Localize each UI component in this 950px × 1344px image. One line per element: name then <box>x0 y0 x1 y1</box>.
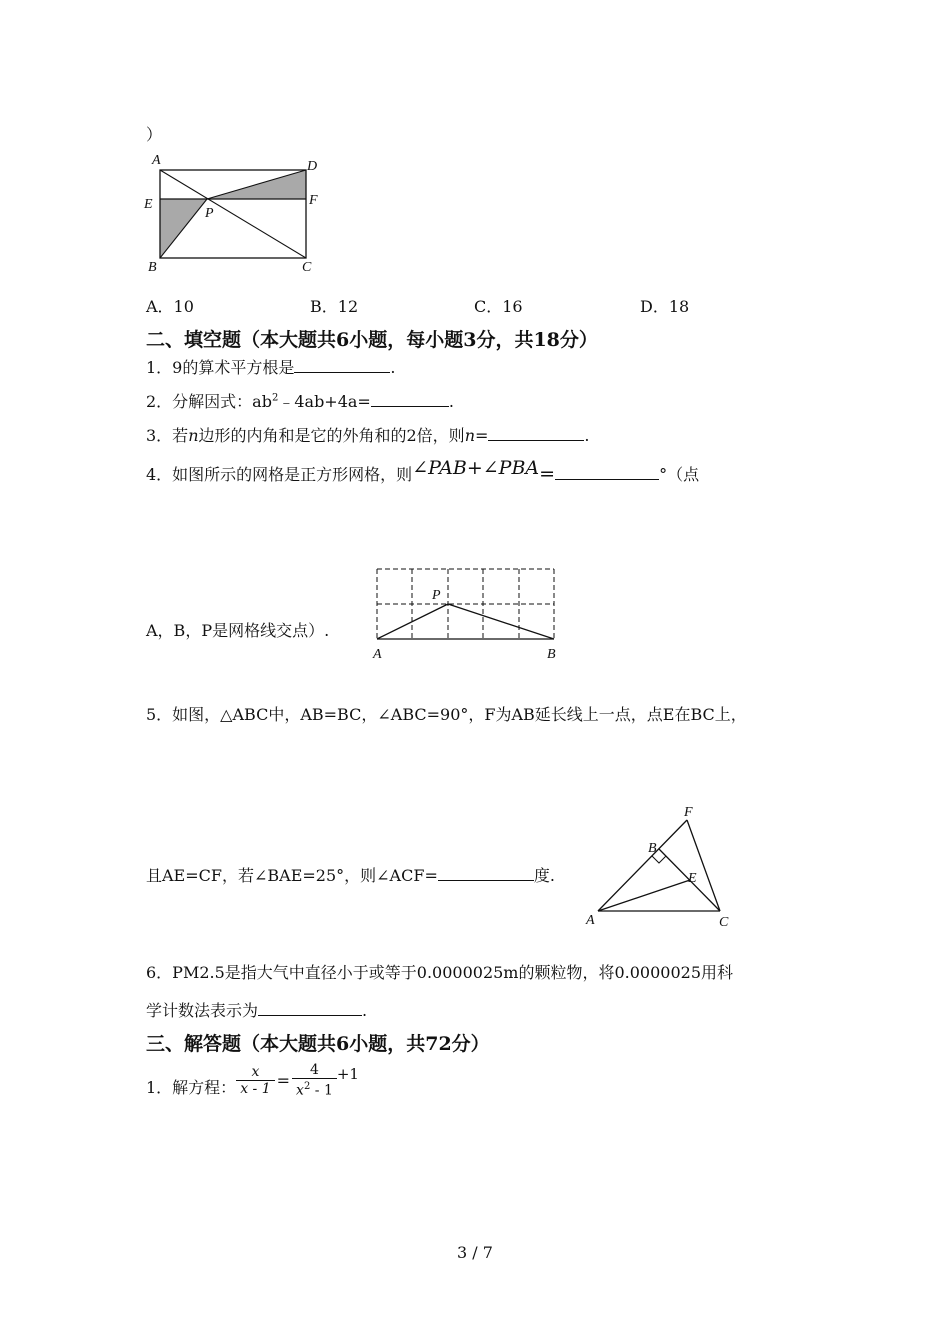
s2-q3-post: = <box>475 426 489 445</box>
s2-q6-end: . <box>362 1001 368 1020</box>
s2-q4-math: ∠PAB+∠PBA <box>412 457 540 479</box>
s2-q6-line2 <box>146 998 367 1021</box>
label-c: C <box>719 915 729 930</box>
s2-q5-post: 度. <box>533 866 555 885</box>
page-number: 3 / 7 <box>457 1243 493 1262</box>
answer-blank <box>488 426 584 441</box>
answer-blank <box>258 1001 362 1016</box>
label-p: P <box>205 206 214 221</box>
label-d: D <box>307 159 318 174</box>
s2-question-3 <box>146 423 590 446</box>
s2-q4-eq: = <box>539 463 556 485</box>
label-b: B <box>648 841 657 856</box>
label-f: F <box>309 193 318 208</box>
label-c: C <box>302 260 312 275</box>
plus-one: +1 <box>336 1065 359 1083</box>
line-fc <box>687 820 720 911</box>
answer-blank <box>438 866 534 881</box>
fraction-4-over-x2-minus-1 <box>292 1062 337 1099</box>
s2-question-1 <box>146 355 395 378</box>
s2-q5-line1: 5．如图，△ABC中，AB=BC，∠ABC=90°，F为AB延长线上一点，点E在BC上， <box>146 705 747 724</box>
segment-pb <box>448 604 554 639</box>
frac2-numerator: 4 <box>292 1062 337 1079</box>
right-angle-mark <box>652 856 666 863</box>
s2-q3-pre: 3．若 <box>146 426 189 445</box>
line-ae <box>598 880 690 911</box>
label-a: A <box>586 913 595 928</box>
grid-figure <box>365 560 565 666</box>
s2-q4-line2: A，B，P是网格线交点）. <box>146 621 330 640</box>
s2-q2-post: ﹣4ab+4a= <box>278 392 371 411</box>
s2-q5-pre: 且AE=CF，若∠BAE=25°，则∠ACF= <box>146 866 438 885</box>
s2-question-2 <box>146 389 454 412</box>
frac2-denominator: $x^2 - 1$ <box>296 1080 333 1099</box>
s2-q5-line2 <box>146 863 555 886</box>
frac1-denominator: x - 1 <box>240 1080 271 1097</box>
s2-q6-line1: 6．PM2.5是指大气中直径小于或等于0.0000025m的颗粒物，将0.0000025用科 <box>146 963 733 982</box>
s2-q1-end: . <box>390 358 396 377</box>
label-a: A <box>152 153 161 168</box>
s2-q4-post: °（点 <box>659 465 700 484</box>
s2-question-4 <box>146 457 700 485</box>
frac1-numerator: x <box>236 1064 274 1081</box>
continued-paren: ） <box>146 125 163 144</box>
label-e: E <box>688 871 697 886</box>
label-b: B <box>148 260 157 275</box>
s2-q2-end: . <box>448 392 454 411</box>
s3-q1-pre: 1．解方程： <box>146 1077 237 1097</box>
triangle-figure <box>580 800 750 935</box>
section2-heading: 二、填空题（本大题共6小题，每小题3分，共18分） <box>146 329 598 351</box>
s2-q2-sup: 2 <box>271 392 279 404</box>
answer-blank <box>555 465 659 480</box>
choice-d: D．18 <box>640 297 690 316</box>
label-p: P <box>432 588 441 603</box>
choice-b: B．12 <box>310 297 359 316</box>
answer-blank <box>294 358 390 373</box>
label-a: A <box>373 647 382 662</box>
s2-q3-n2: n <box>464 426 475 445</box>
equals-sign: = <box>276 1070 291 1090</box>
rectangle-figure <box>138 150 328 278</box>
fraction-x-over-x-minus-1 <box>236 1064 274 1097</box>
s3-question-1 <box>146 1060 359 1100</box>
label-b: B <box>547 647 556 662</box>
choice-a: A．10 <box>146 297 194 316</box>
choice-c: C．16 <box>474 297 523 316</box>
line-af <box>598 820 687 911</box>
s2-q2-pre: 2．分解因式：ab <box>146 392 272 411</box>
section3-heading: 三、解答题（本大题共6小题，共72分） <box>146 1033 490 1055</box>
s2-q3-mid: 边形的内角和是它的外角和的2倍，则 <box>198 426 465 445</box>
s2-q3-end: . <box>584 426 590 445</box>
s2-q3-n: n <box>188 426 199 445</box>
s2-q1-text: 1．9的算术平方根是 <box>146 358 295 377</box>
s2-q6-pre: 学计数法表示为 <box>146 1001 259 1020</box>
s2-q4-pre: 4．如图所示的网格是正方形网格，则 <box>146 465 413 484</box>
label-e: E <box>144 197 153 212</box>
label-f: F <box>684 805 693 820</box>
answer-blank <box>371 392 449 407</box>
